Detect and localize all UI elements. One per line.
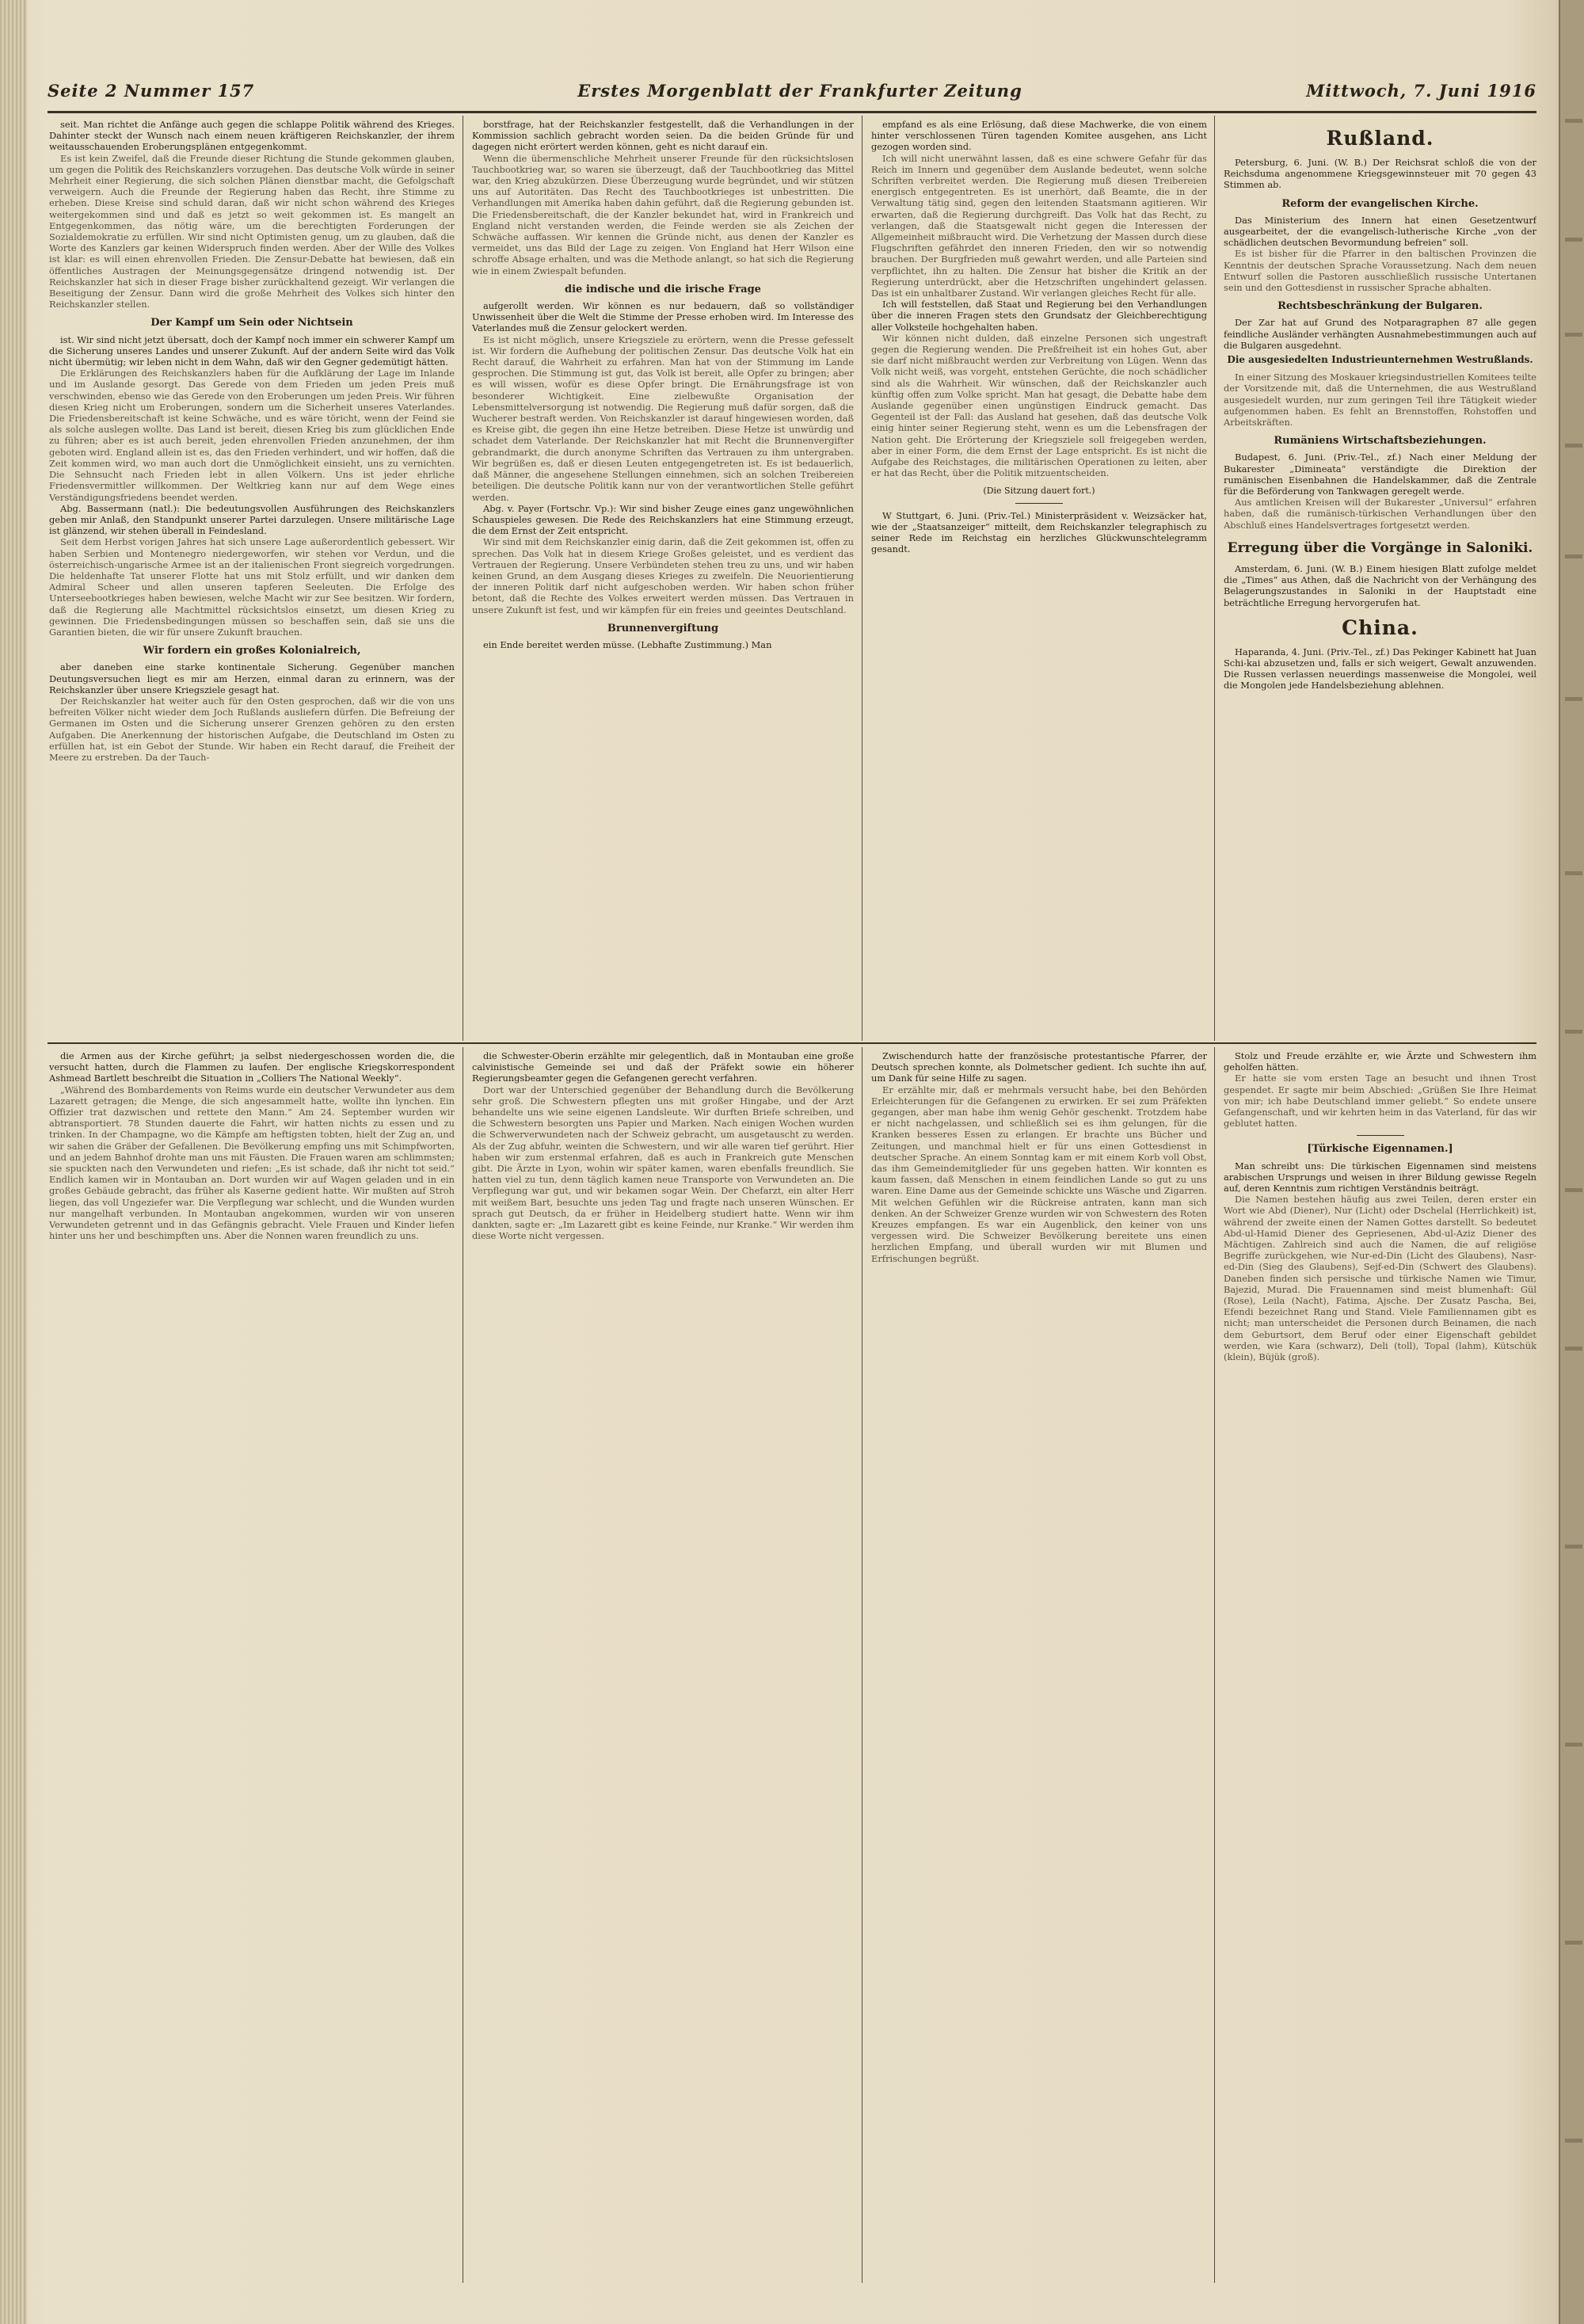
section-heading: Wir fordern ein großes Kolonialreich, bbox=[143, 645, 361, 657]
article-text: Petersburg, 6. Juni. (W. B.) Der Reichsrat schloß die von der Reichsduma angenommene Kriegsgewinnsteuer mit 70 gegen 43 Stimmen ab. bbox=[1224, 157, 1536, 191]
article-text: Stolz und Freude erzählte er, wie Ärzte und Schwestern ihm geholfen hätten. bbox=[1224, 1050, 1536, 1073]
feuilleton-column-1 bbox=[49, 1050, 455, 2278]
filler-text: Es ist bisher für die Pfarrer in den baltischen Provinzen die Kenntnis der deutschen Sprache Voraussetzung. Nach dem neuen Entwurf sollen die Pastoren ausschließlich russische Untertanen sein und den Gottesdienst in russischer Sprache abhalten. bbox=[1224, 248, 1536, 294]
feuilleton-column-2 bbox=[472, 1050, 854, 2278]
article-text: aufgerollt werden. Wir können es nur bedauern, daß so vollständiger Unwissenheit über die Welt die Stimme der Presse erhoben wird. Im Interesse des Vaterlandes muß die Zensur gelockert werden. bbox=[472, 300, 854, 334]
page-number: Seite 2 Nummer 157 bbox=[48, 81, 255, 101]
section-heading: Rumäniens Wirtschaftsbeziehungen. bbox=[1274, 435, 1487, 448]
filler-text: Die Erklärungen des Reichskanzlers haben für die Aufklärung der Lage im Inlande und im Auslande gesorgt. Das Gerede von dem Frieden um jeden Preis muß verschwinden, ebenso wie das Gerede von den Eroberungen um jeden Preis. Wir führen diesen Krieg nicht um Eroberungen, sondern um die Sicherheit unseres Vaterlandes. Die Friedensbereitschaft ist keine Schwäche, und es wäre töricht, wenn der Feind sie als solche auslegen wollte. Das Land ist bereit, diesen Krieg bis zum glücklichen Ende zu führen; aber es ist auch bereit, jeden ehrenvollen Frieden anzunehmen, der ihm geboten wird. England allein ist es, das den Frieden verhindert, und wir hoffen, daß die Zeit kommen wird, wo man auch dort die Unmöglichkeit einsieht, uns zu vernichten. Die Sehnsucht nach Frieden lebt in allen Völkern. Uns ist jeder ehrliche Friedensvermittler willkommen. Der Weltkrieg kann nur auf dem Wege eines Verständigungsfriedens beendet werden. bbox=[49, 368, 455, 503]
filler-text: Wir können nicht dulden, daß einzelne Personen sich ungestraft gegen die Regierung wenden. Die Preßfreiheit ist ein hohes Gut, aber sie darf nicht mißbraucht werden zur Verbreitung von Lügen. Wenn das Volk nicht weiß, was vorgeht, entstehen Gerüchte, die noch schädlicher sind als die Wahrheit. Wir wünschen, daß der Reichskanzler auch künftig offen zum Volke spricht. Man hat gesagt, die Debatte habe dem Auslande gegenüber einen ungünstigen Eindruck gemacht. Das Gegenteil ist der Fall: das Ausland hat gesehen, daß das deutsche Volk einig hinter seiner Regierung steht, wenn es um die Lebensfragen der Nation geht. Die Erörterung der Kriegsziele soll freigegeben werden, aber in einer Form, die dem Ernst der Lage entspricht. Es ist nicht die Aufgabe des Reichstages, die militärischen Operationen zu leiten, aber er hat das Recht, über die Politik mitzuentscheiden. bbox=[871, 332, 1207, 479]
filler-text: Seit dem Herbst vorigen Jahres hat sich unsere Lage außerordentlich gebessert. Wir haben Serbien und Montenegro niedergeworfen, wir stehen vor Verdun, und die österreichisch-ungarische Armee ist an der italienischen Front siegreich vorgedrungen. Die heldenhafte Tat unserer Flotte hat uns mit Stolz erfüllt, und wir danken dem Admiral Scheer und allen unseren tapferen Seeleuten. Die Erfolge des Unterseebootkrieges haben bewiesen, welche Macht wir zur See besitzen. Wir fordern, daß die Regierung alle Machtmittel rücksichtslos einsetzt, um diesen Krieg zu gewinnen. Die Friedensbedingungen müssen so beschaffen sein, daß sie uns die Garantien bieten, die wir für unsere Zukunft brauchen. bbox=[49, 536, 455, 638]
divider-line bbox=[1015, 503, 1063, 504]
article-text: Haparanda, 4. Juni. (Priv.-Tel., zf.) Das Pekinger Kabinett hat Juan Schi-kai abzusetzen und, falls er sich weigert, Gewalt anzuwenden. Die Russen verlassen neuerdings massenweise die Mongolei, weil die Mongolen jede Handelsbeziehung ablehnen. bbox=[1224, 646, 1536, 691]
column-rule bbox=[1214, 116, 1215, 1041]
section-heading: Reform der evangelischen Kirche. bbox=[1281, 197, 1479, 210]
article-column-2 bbox=[472, 119, 854, 1038]
session-note: (Die Sitzung dauert fort.) bbox=[983, 485, 1095, 496]
filler-text: Es ist nicht möglich, unsere Kriegsziele zu erörtern, wenn die Presse gefesselt ist. Wir fordern die Aufhebung der politischen Zensur. Das deutsche Volk hat ein Recht darauf, die Wahrheit zu erfahren. Man hat von der Stimmung im Lande gesprochen. Die Stimmung ist gut, das Volk ist bereit, alle Opfer zu bringen; aber es will wissen, wofür es diese Opfer bringt. Die Ernährungsfrage ist von besonderer Wichtigkeit. Eine zielbewußte Organisation der Lebensmittelversorgung ist notwendig. Die Regierung muß dafür sorgen, daß die Wucherer bestraft werden. Von Reichskanzler ist darauf hingewiesen worden, daß es Kreise gibt, die gegen ihn eine Hetze betreiben. Diese Hetze ist unwürdig und schadet dem Vaterlande. Der Reichskanzler hat mit Recht die Brunnenvergifter gebrandmarkt, die durch anonyme Schriften das Vertrauen zu ihm untergraben. Wir begrüßen es, daß er diesen Leuten entgegengetreten ist. Es ist bedauerlich, daß Männer, die angesehene Stellungen einnehmen, sich an solchen Treibereien beteiligen. Die deutsche Politik kann nur von der verantwortlichen Stelle geführt werden. bbox=[472, 333, 854, 503]
filler-text: Es ist kein Zweifel, daß die Freunde dieser Richtung die Stunde gekommen glauben, um gegen die Politik des Reichskanzlers vorzugehen. Das deutsche Volk würde in seiner Mehrheit einer Regierung, die sich solchen Plänen dienstbar macht, die Gefolgschaft verweigern. Auch die Freunde der Regierung haben das Recht, ihre Stimme zu erheben. Diese Kreise sind schuld daran, daß wir nicht schon während des Krieges weitergekommen sind und daß es jetzt so weit gekommen ist. Es mangelt an Entgegenkommen, das nötig wäre, um die berechtigten Forderungen der Sozialdemokratie zu erfüllen. Wir sind nicht Optimisten genug, um zu glauben, daß die Worte des Kanzlers gar keinen Widerspruch finden werden. Aber der Wille des Volkes ist klar: es will einen ehrenvollen Frieden. Die Zensur-Debatte hat bewiesen, daß ein öffentliches Austragen der Meinungsgegensätze dringend notwendig ist. Der Reichskanzler hat sich in dieser Frage bisher zurückhaltend gezeigt. Wir verlangen die Beseitigung der Zensur. Dann wird die große Mehrheit des Volkes sich hinter den Reichskanzler stellen. bbox=[49, 152, 455, 311]
article-text: W Stuttgart, 6. Juni. (Priv.-Tel.) Ministerpräsident v. Weizsäcker hat, wie der „Staatsanzeiger“ mitteilt, dem Reichskanzler telegraphisch zu seiner Rede im Reichstag ein herzliches Glückwunschtelegramm gesandt. bbox=[871, 509, 1207, 555]
article-text: Budapest, 6. Juni. (Priv.-Tel., zf.) Nach einer Meldung der Bukarester „Dimineata“ verständigte die Direktion der rumänischen Eisenbahnen die Handelskammer, daß die Zentrale für die Beförderung von Tankwagen geregelt werde. bbox=[1224, 451, 1536, 497]
filler-text: Dort war der Unterschied gegenüber der Behandlung durch die Bevölkerung sehr groß. Die Schwestern pflegten uns mit großer Hingabe, und der Arzt behandelte uns wie seine eigenen Landsleute. Wir durften Briefe schreiben, und die Schwestern besorgten uns Papier und Marken. Nach einigen Wochen wurden die Schwerverwundeten nach der Schweiz gebracht, um ausgetauscht zu werden. Als der Zug abfuhr, weinten die Schwestern, und wir alle waren tief gerührt. Hier haben wir zum erstenmal erfahren, daß es auch in Frankreich gute Menschen gibt. Die Ärzte in Lyon, wohin wir später kamen, waren ebenfalls freundlich. Sie hatten viel zu tun, denn täglich kamen neue Transporte von Verwundeten an. Die Verpflegung war gut, und wir bekamen sogar Wein. Der Chefarzt, ein alter Herr mit weißem Bart, besuchte uns jeden Tag und fragte nach unseren Wünschen. Er sprach gut Deutsch, da er früher in Heidelberg studiert hatte. Wenn wir ihm dankten, sagte er: „Im Lazarett gibt es keine Feinde, nur Kranke.“ Wir werden ihm diese Worte nicht vergessen. bbox=[472, 1084, 854, 1242]
page-header bbox=[48, 79, 1536, 113]
section-divider bbox=[48, 1042, 1536, 1044]
article-text: ein Ende bereitet werden müsse. (Lebhafte Zustimmung.) Man bbox=[483, 638, 772, 650]
filler-text: „Während des Bombardements von Reims wurde ein deutscher Verwundeter aus dem Lazarett getragen; die Menge, die sich angesammelt hatte, wollte ihn lynchen. Ein Offizier trat dazwischen und rettete den Mann.“ Am 24. September wurden wir abtransportiert. 78 Stunden dauerte die Fahrt, wir hatten nichts zu essen und zu trinken. In der Champagne, wo die Kämpfe am heftigsten tobten, hielt der Zug an, und wir sahen die Gräber der Gefallenen. Die Bevölkerung empfing uns mit Schimpfworten, und an jedem Bahnhof drohte man uns mit Fäusten. Die Frauen waren am schlimmsten; sie spuckten nach den Verwundeten und riefen: „Es ist schade, daß ihr nicht tot seid.“ Endlich kamen wir in Montauban an. Dort wurden wir auf Wagen geladen und in ein großes Gebäude gebracht, das früher als Kaserne gedient hatte. Wir mußten auf Stroh liegen, das voll Ungeziefer war. Die Verpflegung war schlecht, und die Wunden wurden nur mangelhaft verbunden. In Montauban angekommen, wurden wir von unseren Verwundeten getrennt und in das Gefängnis gebracht. Viele Frauen und Kinder liefen hinter uns her und beschimpften uns. Aber die Nonnen waren freundlich zu uns. bbox=[49, 1084, 455, 1242]
filler-text: Der Reichskanzler hat weiter auch für den Osten gesprochen, daß wir die von uns befreiten Völker nicht wieder dem Joch Rußlands ausliefern dürfen. Die Befreiung der Germanen im Osten und die Sicherung unserer Grenzen gehören zu den ersten Aufgaben. Die Anerkennung der historischen Aufgabe, die Deutschland im Osten zu erfüllen hat, ist ein Gebot der Stunde. Wir haben ein Recht darauf, die Freiheit der Meere zu erstreben. Da der Tauch- bbox=[49, 695, 455, 763]
article-text: Das Ministerium des Innern hat einen Gesetzentwurf ausgearbeitet, der die evangelisch-lutherische Kirche „von der schädlichen deutschen Bevormundung befreien“ soll. bbox=[1224, 214, 1536, 249]
article-text: borstfrage, hat der Reichskanzler festgestellt, daß die Verhandlungen in der Kommission sachlich gebracht worden seien. Da die beiden Gründe für und dagegen nicht erörtert werden können, geht es nicht darauf ein. bbox=[472, 119, 854, 153]
page-stack-edge bbox=[0, 0, 27, 2324]
article-text: Abg. v. Payer (Fortschr. Vp.): Wir sind bisher Zeuge eines ganz ungewöhnlichen Schauspieles gewesen. Die Rede des Reichskanzlers hat eine Stimmung erzeugt, die dem Ernst der Zeit entspricht. bbox=[472, 502, 854, 537]
filler-text: Er hatte sie vom ersten Tage an besucht und ihnen Trost gespendet. Er sagte mir beim Abschied: „Grüßen Sie Ihre Heimat von mir; ich habe Deutschland immer geliebt.“ So endete unsere Gefangenschaft, und wir kehrten heim in das Vaterland, für das wir geblutet hatten. bbox=[1224, 1072, 1536, 1130]
filler-text: Die Namen bestehen häufig aus zwei Teilen, deren erster ein Wort wie Abd (Diener), Nur (Licht) oder Dschelal (Herrlichkeit) ist, während der zweite einen der Namen Gottes darstellt. So bedeutet Abd-ul-Hamid Diener des Gepriesenen, Abd-ul-Aziz Diener des Mächtigen. Zahlreich sind auch die Namen, die auf religiöse Begriffe zurückgehen, wie Nur-ed-Din (Licht des Glaubens), Nasr-ed-Din (Sieg des Glaubens), Sejf-ed-Din (Schwert des Glaubens). Daneben finden sich persische und türkische Namen wie Timur, Bajezid, Murad. Die Frauennamen sind meist blumenhaft: Gül (Rose), Leila (Nacht), Fatima, Ajsche. Der Zusatz Pascha, Bei, Efendi bezeichnet Rang und Stand. Viele Familiennamen gibt es nicht; man unterscheidet die Personen durch Beinamen, die nach dem Geburtsort, dem Beruf oder einer Eigenschaft gebildet werden, wie Kara (schwarz), Deli (toll), Topal (lahm), Kütschük (klein), Büjük (groß). bbox=[1224, 1194, 1536, 1363]
feuilleton-column-4 bbox=[1224, 1050, 1536, 2278]
filler-text: Wenn die übermenschliche Mehrheit unserer Freunde für den rücksichtslosen Tauchbootkrieg war, so waren sie überzeugt, daß der Tauchbootkrieg das Mittel war, den Krieg abzukürzen. Diese Überzeugung wurde begründet, und wir stützen uns auf Autoritäten. Das Recht des Tauchbootkrieges ist unbestritten. Die Verhandlungen mit Amerika haben dahin geführt, daß die Regierung gebunden ist. Die Friedensbereitschaft, die der Kanzler bekundet hat, wird in Frankreich und England nicht verstanden werden, die Feinde werden sie als Zeichen der Schwäche auffassen. Wir kennen die Gründe nicht, aus denen der Kanzler es vermeidet, uns das Bild der Lage zu zeigen. Von England hat Herr Wilson eine schroffe Absage erhalten, und was die Methode anlangt, so hat sich die Regierung wie in einem Zwiespalt befunden. bbox=[472, 152, 854, 276]
section-heading: die indische und die irische Frage bbox=[565, 283, 761, 295]
article-text: die Armen aus der Kirche geführt; ja selbst niedergeschossen worden die, die versucht hatten, durch die Flammen zu laufen. Der englische Kriegskorrespondent Ashmead Bartlett beschreibt die Situation in „Colliers The National Weekly“. bbox=[49, 1050, 455, 1084]
article-text: Ich will feststellen, daß Staat und Regierung bei den Verhandlungen über die inneren Fragen stets den Grundsatz der Gleichberechtigung aller Volksteile hochgehalten haben. bbox=[871, 299, 1207, 333]
section-title-russia: Rußland. bbox=[1326, 127, 1434, 150]
article-text: Zwischendurch hatte der französische protestantische Pfarrer, der Deutsch sprechen konnte, als Dolmetscher gedient. Ich suchte ihn auf, um Dank für seine Hilfe zu sagen. bbox=[871, 1050, 1207, 1084]
article-text: seit. Man richtet die Anfänge auch gegen die schlappe Politik während des Krieges. Dahinter steckt der Wunsch nach einem neuen kräftigeren Reichskanzler, der ihrem weitausschauenden Eroberungsplänen entgegenkommt. bbox=[49, 119, 455, 153]
article-text: empfand es als eine Erlösung, daß diese Machwerke, die von einem hinter verschlossenen Türen tagenden Komitee ausgehen, ans Licht gezogen worden sind. bbox=[871, 119, 1207, 153]
masthead: Erstes Morgenblatt der Frankfurter Zeitung bbox=[577, 81, 1022, 101]
divider-line bbox=[1357, 1135, 1404, 1136]
filler-text: Aus amtlichen Kreisen will der Bukarester „Universul“ erfahren haben, daß die rumänisch-türkischen Verhandlungen über den Abschluß eines Handelsvertrages fortgesetzt werden. bbox=[1224, 497, 1536, 531]
section-heading: Erregung über die Vorgänge in Saloniki. bbox=[1227, 539, 1533, 556]
article-column-1 bbox=[49, 119, 455, 1038]
feuilleton-column-3 bbox=[871, 1050, 1207, 2278]
section-heading: Rechtsbeschränkung der Bulgaren. bbox=[1277, 300, 1483, 313]
article-text: ist. Wir sind nicht jetzt übersatt, doch der Kampf noch immer ein schwerer Kampf um die Sicherung unseres Landes und unserer Zukunft. Auf der andern Seite wird das Volk nicht übermütig; wir leben nicht in dem Wahn, daß wir den Gegner gedemütigt hätten. bbox=[49, 333, 455, 368]
article-column-3 bbox=[871, 119, 1207, 1038]
section-heading: Brunnenvergiftung bbox=[607, 622, 719, 634]
section-heading: [Türkische Eigennamen.] bbox=[1307, 1143, 1453, 1156]
section-title-china: China. bbox=[1342, 615, 1418, 639]
article-text: aber daneben eine starke kontinentale Sicherung. Gegenüber manchen Deutungsversuchen liegt es mir am Herzen, einmal daran zu erinnern, was der Reichskanzler über unsere Kriegsziele gesagt hat. bbox=[49, 661, 455, 695]
adjacent-page-edge bbox=[1559, 0, 1584, 2324]
filler-text: In einer Sitzung des Moskauer kriegsindustriellen Komitees teilte der Vorsitzende mit, daß die Unternehmen, die aus Westrußland ausgesiedelt wurden, nur zum geringen Teil ihre Tätigkeit wieder aufgenommen haben. Es fehlt an Brennstoffen, Rohstoffen und Arbeitskräften. bbox=[1224, 371, 1536, 429]
article-text: die Schwester-Oberin erzählte mir gelegentlich, daß in Montauban eine große calvinistische Gemeinde sei und daß der Präfekt sowie ein höherer Regierungsbeamter gegen die Gefangenen gerecht verfahren. bbox=[472, 1050, 854, 1084]
article-text: Man schreibt uns: Die türkischen Eigennamen sind meistens arabischen Ursprungs und weisen in ihrer Bildung gewisse Regeln auf, deren Kenntnis zum richtigen Verständnis beiträgt. bbox=[1224, 1160, 1536, 1194]
article-text: Amsterdam, 6. Juni. (W. B.) Einem hiesigen Blatt zufolge meldet die „Times“ aus Athen, daß die Nachricht von der Verhängung des Belagerungszustandes in Saloniki in der Hauptstadt eine beträchtliche Erregung hervorgerufen hat. bbox=[1224, 562, 1536, 608]
filler-text: Wir sind mit dem Reichskanzler einig darin, daß die Zeit gekommen ist, offen zu sprechen. Das Volk hat in diesem Kriege Großes geleistet, und es verdient das Vertrauen der Regierung. Unsere Verbündeten stehen treu zu uns, und wir haben keinen Grund, an dem Ausgang dieses Krieges zu zweifeln. Die Neuorientierung der inneren Politik darf nicht aufgeschoben werden. Wir haben schon früher betont, daß die Rechte des Volkes erweitert werden müssen. Das Vertrauen in unsere Zukunft ist fest, und wir kämpfen für ein freies und geeintes Deutschland. bbox=[472, 536, 854, 615]
article-text: Abg. Bassermann (natl.): Die bedeutungsvollen Ausführungen des Reichskanzlers geben mir Anlaß, den Standpunkt unserer Partei darzulegen. Unsere militärische Lage ist glänzend, wir stehen überall in Feindesland. bbox=[49, 502, 455, 537]
subheading: Die ausgesiedelten Industrieunternehmen Westrußlands. bbox=[1227, 354, 1533, 366]
issue-date: Mittwoch, 7. Juni 1916 bbox=[1306, 81, 1536, 101]
filler-text: Er erzählte mir, daß er mehrmals versucht habe, bei den Behörden Erleichterungen für die Gefangenen zu erwirken. Er sei zum Präfekten gegangen, aber man habe ihm wenig Gehör geschenkt. Trotzdem habe er nicht nachgelassen, und schließlich sei es ihm gelungen, für die Kranken besseres Essen zu erlangen. Er brachte uns Bücher und Zeitungen, und manchmal hielt er für uns einen Gottesdienst in deutscher Sprache. An einem Sonntag kam er mit einem Korb voll Obst, das ihm Gemeindemitglieder für uns gegeben hatten. Wir konnten es kaum fassen, daß Menschen in einem feindlichen Lande so gut zu uns waren. Eine Dame aus der Gemeinde schickte uns Wäsche und Zigarren. Mit welchen Gefühlen wir die Rückreise antraten, kann man sich denken. An der Schweizer Grenze wurden wir von Schwestern des Roten Kreuzes empfangen. Es war ein Augenblick, den keiner von uns vergessen wird. Die Schweizer Bevölkerung bereitete uns einen herzlichen Empfang, und überall wurden wir mit Blumen und Erfrischungen begrüßt. bbox=[871, 1084, 1207, 1264]
article-text: Der Zar hat auf Grund des Notparagraphen 87 alle gegen feindliche Ausländer verhängten Ausnahmebestimmungen auch auf die Bulgaren ausgedehnt. bbox=[1224, 317, 1536, 351]
article-column-4 bbox=[1224, 119, 1536, 1038]
filler-text: Ich will nicht unerwähnt lassen, daß es eine schwere Gefahr für das Reich im Innern und gegenüber dem Auslande bedeutet, wenn solche Schriften verbreitet werden. Die Regierung muß diesen Treibereien energisch entgegentreten. Es ist unerhört, daß Beamte, die in der Verwaltung tätig sind, gegen den leitenden Staatsmann agitieren. Wir erwarten, daß die Regierung durchgreift. Das Volk hat das Recht, zu verlangen, daß die Staatsgewalt nicht gegen die Interessen der Allgemeinheit mißbraucht wird. Die Verhetzung der Massen durch diese Flugschriften gefährdet den inneren Frieden, den wir so notwendig brauchen. Der Burgfrieden muß gewahrt werden, und alle Parteien sind verpflichtet, ihn zu halten. Die Zensur hat bisher die Kritik an der Regierung unterdrückt, aber die Hetzschriften ungehindert gelassen. Das ist ein unhaltbarer Zustand. Wir verlangen gleiches Recht für alle. bbox=[871, 152, 1207, 299]
section-heading: Der Kampf um Sein oder Nichtsein bbox=[150, 317, 353, 330]
column-rule bbox=[1214, 1047, 1215, 2283]
